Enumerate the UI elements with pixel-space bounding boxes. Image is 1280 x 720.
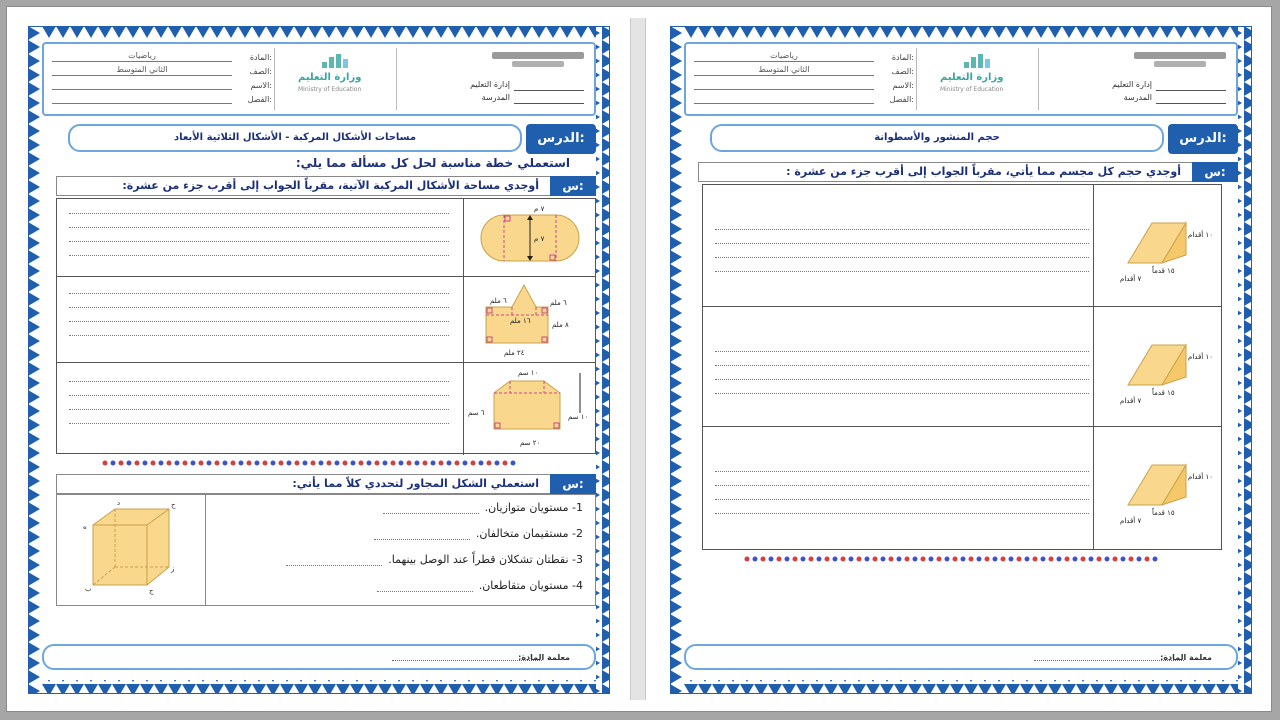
name-field[interactable] — [52, 89, 232, 90]
prism-label-width: ٧ أقدام — [1120, 397, 1142, 405]
table-row — [57, 363, 595, 455]
subject-value: رياضيات — [52, 51, 232, 62]
worksheet-page-right — [670, 26, 1252, 694]
triangular-prism-figure — [1094, 307, 1222, 427]
name-label: الاسم: — [250, 81, 272, 90]
relation-item: 1- مستويان متوازيان. — [383, 501, 583, 514]
triangular-prism-figure — [1094, 185, 1222, 307]
header-dept-block — [1112, 78, 1226, 104]
name-label: الاسم: — [892, 81, 914, 90]
lesson-title: حجم المنشور والأسطوانة — [710, 124, 1164, 152]
page-content — [42, 40, 596, 680]
moe-name: وزارة التعليم — [298, 72, 362, 83]
moe-logo — [922, 50, 1032, 100]
area-questions-table — [56, 198, 596, 454]
prism-label-height: ١٠ أقدام — [1188, 231, 1214, 239]
question-2-badge: س: — [550, 474, 596, 494]
name-field[interactable] — [694, 89, 874, 90]
volume-questions-table — [702, 184, 1222, 550]
header-box — [684, 42, 1238, 116]
question-2-bar — [56, 474, 596, 494]
lesson-row — [42, 124, 596, 154]
moe-sub: Ministry of Education — [298, 86, 362, 93]
dept-label: إدارة التعليم — [470, 80, 510, 89]
fig2-label-b: ٦ ملم — [550, 299, 567, 307]
moe-emblem-icon — [962, 52, 992, 70]
fig2-label-d: ٨ ملم — [552, 321, 569, 329]
question-1-badge: س: — [1192, 162, 1238, 182]
question-1-bar — [698, 162, 1238, 182]
grade-label: الصف: — [249, 67, 272, 76]
cube-letter: ز — [171, 565, 175, 573]
student-fields — [52, 48, 272, 104]
prism-label-depth: ١٥ قدماً — [1152, 509, 1175, 517]
table-row — [703, 427, 1221, 549]
lesson-badge: الدرس: — [526, 124, 596, 154]
cube-cell — [57, 495, 206, 605]
cube-letter: ب — [85, 585, 92, 593]
subject-label: المادة: — [891, 53, 914, 62]
fig3-label-c: ٦ سم — [468, 409, 485, 417]
fig3-label-b: ١٠ سم — [568, 413, 589, 421]
moe-name: وزارة التعليم — [940, 72, 1004, 83]
school-label: المدرسة — [1123, 93, 1152, 102]
cube-letter: ح — [171, 501, 176, 509]
relation-item: 2- مستقيمان متخالفان. — [374, 527, 583, 540]
table-row — [703, 185, 1221, 307]
class-field[interactable] — [52, 103, 232, 104]
bead-divider — [744, 556, 1164, 562]
teacher-label: معلمة المادة: — [518, 653, 570, 662]
table-row — [57, 199, 595, 277]
teacher-signature-box — [42, 644, 596, 670]
question-1-text: أوجدي حجم كل مجسم مما يأتي، مقرباً الجواب إلى أقرب جزء من عشرة : — [786, 165, 1181, 178]
triangular-prism-figure — [1094, 427, 1222, 549]
lesson-row — [684, 124, 1238, 154]
cube-letter: ه — [83, 523, 87, 531]
fig3-label-a: ١٠ سم — [518, 369, 539, 377]
fig1-label-top: ٧ م — [534, 205, 545, 213]
student-fields — [694, 48, 914, 104]
worksheet-page-left — [28, 26, 610, 694]
relation-item: 3- نقطتان تشكلان قطراً عند الوصل بينهما. — [286, 553, 583, 566]
fig2-label-c: ١٦ ملم — [510, 317, 531, 325]
figure-cell — [463, 363, 595, 455]
lesson-title: مساحات الأشكال المركبة - الأشكال الثلاثية الأبعاد — [68, 124, 522, 152]
question-1-badge: س: — [550, 176, 596, 196]
moe-emblem-icon — [320, 52, 350, 70]
prism-label-width: ٧ أقدام — [1120, 275, 1142, 283]
cube-figure — [57, 495, 205, 605]
prism-label-height: ١٠ أقدام — [1188, 353, 1214, 361]
class-field[interactable] — [694, 103, 874, 104]
cube-letter: د — [117, 499, 121, 507]
grade-value: الثاني المتوسط — [52, 65, 232, 76]
relation-item: 4- مستويان متقاطعان. — [377, 579, 583, 592]
figure-cell — [1093, 185, 1221, 306]
prism-label-depth: ١٥ قدماً — [1152, 267, 1175, 275]
figure-cell — [1093, 307, 1221, 426]
figure-cell — [463, 277, 595, 362]
subject-label: المادة: — [249, 53, 272, 62]
moe-sub: Ministry of Education — [940, 86, 1004, 93]
header-dept-block — [470, 78, 584, 104]
fig2-label-a: ٦ ملم — [490, 297, 507, 305]
prism-label-width: ٧ أقدام — [1120, 517, 1142, 525]
fig2-label-e: ٢٤ ملم — [504, 349, 525, 357]
question-1-text: أوجدي مساحة الأشكال المركبة الآتية، مقرباً الجواب إلى أقرب جزء من عشرة: — [122, 179, 539, 192]
trapezoid-rect-figure — [464, 363, 596, 455]
table-row — [703, 307, 1221, 427]
kingdom-seal-logo — [1130, 48, 1230, 70]
page-content — [684, 40, 1238, 680]
page-gutter — [630, 18, 646, 700]
bead-divider — [102, 460, 522, 466]
dept-label: إدارة التعليم — [1112, 80, 1152, 89]
question-2-text: استعملي الشكل المجاور لتحددي كلاً مما يأتي: — [292, 477, 539, 490]
relations-table — [56, 494, 596, 606]
moe-logo — [280, 50, 390, 100]
instruction-text: استعملي خطة مناسبة لحل كل مسألة مما يلي: — [295, 156, 570, 170]
class-label: الفصل: — [889, 95, 914, 104]
table-row — [57, 277, 595, 363]
class-label: الفصل: — [247, 95, 272, 104]
house-shape-figure — [464, 277, 596, 363]
header-box — [42, 42, 596, 116]
fig3-label-d: ٢٠ سم — [520, 439, 541, 447]
rounded-rectangle-figure — [464, 199, 596, 277]
fig1-label-mid: ٧ م — [534, 235, 545, 243]
prism-label-height: ١٠ أقدام — [1188, 473, 1214, 481]
grade-label: الصف: — [891, 67, 914, 76]
figure-cell — [1093, 427, 1221, 549]
kingdom-seal-logo — [488, 48, 588, 70]
lesson-badge: الدرس: — [1168, 124, 1238, 154]
question-1-bar — [56, 176, 596, 196]
teacher-signature-box — [684, 644, 1238, 670]
school-label: المدرسة — [481, 93, 510, 102]
subject-value: رياضيات — [694, 51, 874, 62]
teacher-label: معلمة المادة: — [1160, 653, 1212, 662]
cube-letter: ج — [149, 587, 154, 595]
prism-label-depth: ١٥ قدماً — [1152, 389, 1175, 397]
grade-value: الثاني المتوسط — [694, 65, 874, 76]
figure-cell — [463, 199, 595, 276]
